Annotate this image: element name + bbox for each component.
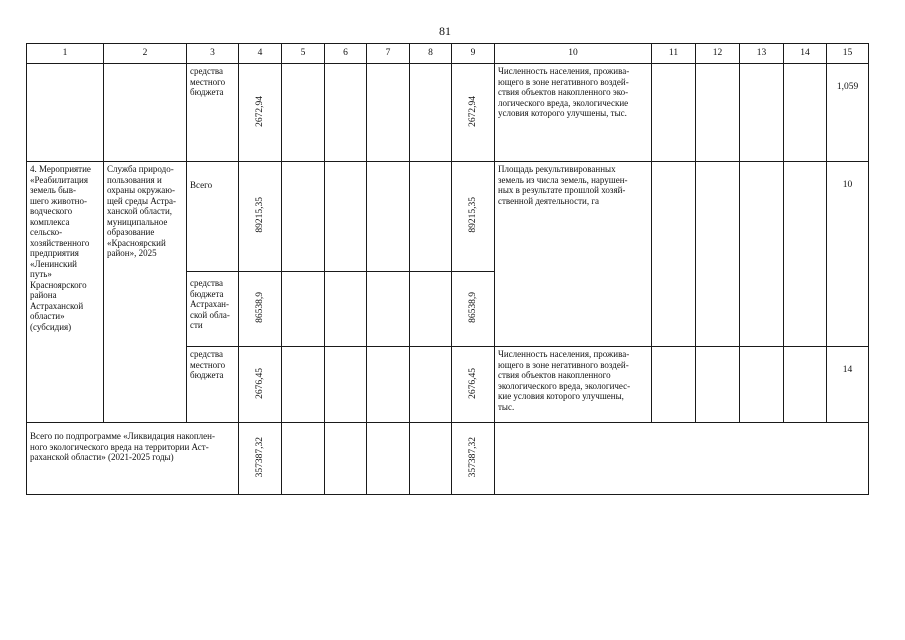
- activity-cell: [27, 64, 104, 162]
- amount-cell: [239, 272, 282, 347]
- column-header-4: 4: [239, 44, 282, 64]
- empty-cell: [410, 423, 452, 495]
- page-number: 81: [439, 24, 451, 38]
- executor-cell: Служба природо- пользования и охраны окружаю- щей среды Астра- ханской области, муниципальное образование «Красноярский район», 2025: [104, 162, 187, 423]
- activity-cell: 4. Мероприятие «Реабилитация земель быв- шего животно- водческого комплекса сельско- хозяйственного предприятия «Ленинский путь» Красноярского района Астраханской области» (субсидия): [27, 162, 104, 423]
- empty-cell: [410, 64, 452, 162]
- total-label-cell: Всего по подпрограмме «Ликвидация накоплен- ного экологического вреда на территории Аст- раханской области» (2021-2025 годы): [27, 423, 239, 495]
- amount-cell: [452, 64, 495, 162]
- table-row: [27, 64, 869, 162]
- amount-value: 86538,9: [254, 292, 265, 324]
- total-amount-cell: [452, 423, 495, 495]
- column-header-6: 6: [325, 44, 367, 64]
- empty-cell: [410, 347, 452, 423]
- amount-cell: [452, 272, 495, 347]
- total-amount-cell: [239, 423, 282, 495]
- program-table: [26, 43, 869, 495]
- column-header-11: 11: [652, 44, 696, 64]
- empty-cell: [367, 423, 410, 495]
- empty-cell: [325, 423, 367, 495]
- empty-cell: [740, 347, 784, 423]
- funding-source-cell: средства местного бюджета: [187, 64, 239, 162]
- column-header-2: 2: [104, 44, 187, 64]
- indicator-cell: Численность населения, прожива- ющего в зоне негативного воздей- ствия объектов накопленного эко- логического вреда, экологические условия которого улучшены, тыс.: [495, 64, 652, 162]
- indicator-cell: Площадь рекультивированных земель из числа земель, нарушен- ных в результате прошлой хозяй- ственной деятельности, га: [495, 162, 652, 347]
- empty-cell: [367, 162, 410, 272]
- column-header-1: 1: [27, 44, 104, 64]
- empty-cell: [367, 347, 410, 423]
- amount-value: 2676,45: [254, 367, 265, 399]
- amount-cell: [239, 347, 282, 423]
- table-row: [27, 162, 869, 272]
- indicator-value-cell: 1,059: [827, 64, 869, 162]
- amount-cell: [452, 347, 495, 423]
- indicator-value-cell: 14: [827, 347, 869, 423]
- empty-cell: [325, 162, 367, 272]
- amount-cell: [239, 162, 282, 272]
- indicator-cell: Численность населения, прожива- ющего в зоне негативного воздей- ствия объектов накопленного экологического вреда, экологичес- кие условия которого улучшены, тыс.: [495, 347, 652, 423]
- amount-value: 89215,35: [254, 197, 265, 234]
- empty-cell: [652, 162, 696, 347]
- column-header-15: 15: [827, 44, 869, 64]
- amount-value: 86538,9: [467, 292, 478, 324]
- header-row: [27, 44, 869, 64]
- empty-cell: [325, 64, 367, 162]
- empty-cell: [325, 347, 367, 423]
- empty-cell: [696, 64, 740, 162]
- executor-cell: [104, 64, 187, 162]
- empty-cell: [784, 64, 827, 162]
- total-amount-value: 357387,32: [254, 437, 265, 478]
- empty-cell: [740, 64, 784, 162]
- amount-cell: [239, 64, 282, 162]
- column-header-7: 7: [367, 44, 410, 64]
- empty-cell: [325, 272, 367, 347]
- empty-cell: [784, 347, 827, 423]
- empty-cell: [652, 64, 696, 162]
- amount-value: 2676,45: [467, 367, 478, 399]
- empty-cell: [282, 347, 325, 423]
- empty-cell: [740, 162, 784, 347]
- empty-cell: [784, 162, 827, 347]
- empty-cell: [410, 272, 452, 347]
- amount-value: 89215,35: [467, 197, 478, 234]
- column-header-3: 3: [187, 44, 239, 64]
- amount-value: 2672,94: [254, 95, 265, 127]
- empty-cell: [410, 162, 452, 272]
- empty-cell: [367, 272, 410, 347]
- total-amount-value: 357387,32: [467, 437, 478, 478]
- empty-cell: [696, 162, 740, 347]
- empty-cell: [367, 64, 410, 162]
- indicator-value-cell: 10: [827, 162, 869, 347]
- empty-cell: [282, 272, 325, 347]
- empty-cell: [282, 423, 325, 495]
- funding-source-cell: Всего: [187, 162, 239, 272]
- empty-cell: [282, 162, 325, 272]
- column-header-13: 13: [740, 44, 784, 64]
- column-header-9: 9: [452, 44, 495, 64]
- empty-cell: [696, 347, 740, 423]
- funding-source-cell: средства бюджета Астрахан- ской обла- сти: [187, 272, 239, 347]
- funding-source-cell: средства местного бюджета: [187, 347, 239, 423]
- column-header-8: 8: [410, 44, 452, 64]
- column-header-10: 10: [495, 44, 652, 64]
- empty-merged-cell: [495, 423, 869, 495]
- amount-cell: [452, 162, 495, 272]
- amount-value: 2672,94: [467, 95, 478, 127]
- column-header-5: 5: [282, 44, 325, 64]
- empty-cell: [282, 64, 325, 162]
- column-header-14: 14: [784, 44, 827, 64]
- total-row: [27, 423, 869, 495]
- column-header-12: 12: [696, 44, 740, 64]
- empty-cell: [652, 347, 696, 423]
